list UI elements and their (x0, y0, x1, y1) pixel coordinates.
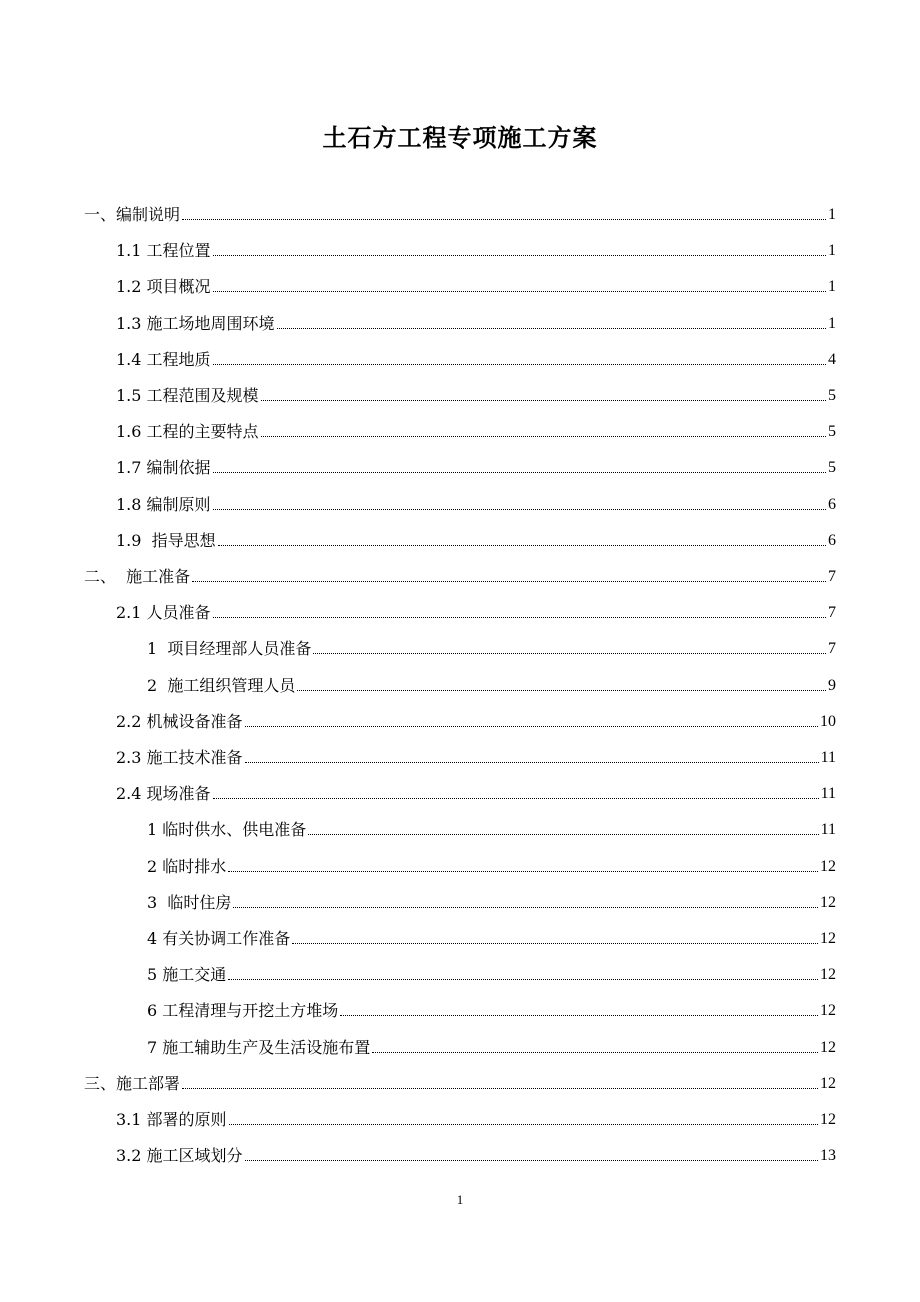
toc-entry-line (116, 385, 836, 407)
toc-leader-dots (213, 798, 819, 799)
toc-leader-dots (213, 364, 826, 365)
toc-entry-page-number: 10 (820, 712, 836, 730)
toc-entry-line (147, 675, 836, 697)
toc-leader-dots (228, 979, 818, 980)
toc-entry-label: 5 施工交通 (147, 965, 227, 985)
toc-leader-dots (261, 400, 826, 401)
toc-entry-page-number: 1 (828, 278, 836, 296)
toc-leader-dots (277, 328, 826, 329)
toc-entry[interactable] (0, 196, 920, 232)
toc-entry[interactable] (0, 848, 920, 884)
toc-entry[interactable] (0, 558, 920, 594)
toc-entry-line (147, 1037, 836, 1059)
toc-entry-page-number: 1 (828, 242, 836, 260)
toc-entry-label: 一、编制说明 (84, 205, 181, 224)
toc-entry-label: 1.4 工程地质 (116, 349, 211, 369)
toc-entry[interactable] (0, 305, 920, 341)
toc-leader-dots (213, 255, 826, 256)
toc-entry-line (116, 783, 836, 805)
toc-entry-label: 3.2 施工区域划分 (116, 1146, 243, 1166)
toc-leader-dots (313, 653, 826, 654)
toc-entry-line (116, 1145, 836, 1167)
toc-entry[interactable] (0, 630, 920, 666)
toc-leader-dots (245, 726, 818, 727)
toc-entry[interactable] (0, 1029, 920, 1065)
toc-entry-page-number: 12 (820, 893, 836, 911)
toc-leader-dots (233, 907, 818, 908)
toc-leader-dots (192, 581, 826, 582)
toc-entry-page-number: 12 (820, 1038, 836, 1056)
toc-entry-page-number: 11 (820, 749, 836, 766)
toc-entry-page-number: 12 (820, 1002, 836, 1020)
toc-leader-dots (245, 1160, 818, 1161)
toc-entry-label: 1.5 工程范围及规模 (116, 386, 259, 405)
document-title: 土石方工程专项施工方案 (322, 123, 598, 152)
toc-leader-dots (372, 1052, 818, 1053)
page-number: 1 (456, 1192, 464, 1207)
toc-entry-label: 1 临时供水、供电准备 (147, 820, 307, 840)
toc-leader-dots (292, 943, 818, 944)
toc-leader-dots (213, 291, 826, 292)
toc-entry-page-number: 6 (828, 531, 836, 549)
toc-entry-label: 2 施工组织管理人员 (147, 675, 296, 695)
toc-entry-page-number: 13 (820, 1147, 836, 1165)
toc-entry-line (116, 313, 836, 335)
toc-entry-label: 1.6 工程的主要特点 (116, 422, 259, 442)
toc-entry[interactable] (0, 341, 920, 377)
toc-entry[interactable] (0, 486, 920, 522)
toc-entry[interactable] (0, 1101, 920, 1137)
toc-entry[interactable] (0, 594, 920, 630)
toc-entry-label: 2.1 人员准备 (116, 603, 211, 623)
toc-leader-dots (340, 1015, 818, 1016)
toc-entry[interactable] (0, 956, 920, 992)
toc-entry[interactable] (0, 449, 920, 485)
toc-entry[interactable] (0, 775, 920, 811)
toc-entry-label: 1.9 指导思想 (116, 530, 216, 550)
toc-entry-label: 3.1 部署的原则 (116, 1110, 227, 1129)
toc-entry[interactable] (0, 1137, 920, 1173)
toc-leader-dots (245, 762, 819, 763)
toc-entry-line (147, 819, 836, 841)
toc-entry[interactable] (0, 413, 920, 449)
toc-entry-line (116, 602, 836, 624)
toc-entry-page-number: 12 (820, 1074, 836, 1092)
toc-entry[interactable] (0, 232, 920, 268)
toc-entry[interactable] (0, 739, 920, 775)
toc-entry-line (116, 747, 836, 769)
toc-entry-line (147, 928, 836, 950)
toc-entry-line (116, 530, 836, 552)
toc-entry-label: 1.2 项目概况 (116, 277, 211, 297)
toc-entry-page-number: 12 (820, 966, 836, 984)
toc-entry-label: 2.2 机械设备准备 (116, 711, 243, 731)
toc-entry-page-number: 1 (828, 206, 836, 223)
toc-leader-dots (213, 617, 826, 618)
toc-entry-label: 1.3 施工场地周围环境 (116, 313, 275, 333)
toc-entry-page-number: 1 (828, 314, 836, 332)
toc-entry-page-number: 4 (828, 350, 836, 368)
toc-entry[interactable] (0, 703, 920, 739)
toc-entry-page-number: 5 (828, 423, 836, 441)
toc-entry-label: 二、 施工准备 (84, 567, 191, 586)
toc-entry-line (147, 892, 836, 914)
toc-leader-dots (229, 1124, 818, 1125)
toc-entry-line (116, 349, 836, 371)
toc-entry-page-number: 9 (828, 676, 836, 694)
toc-leader-dots (297, 690, 826, 691)
toc-entry[interactable] (0, 992, 920, 1028)
toc-entry-label: 1.8 编制原则 (116, 494, 211, 514)
toc-entry-label: 7 施工辅助生产及生活设施布置 (147, 1037, 371, 1057)
toc-entry[interactable] (0, 522, 920, 558)
toc-entry-label: 4 有关协调工作准备 (147, 929, 291, 948)
toc-entry-page-number: 7 (828, 604, 836, 622)
toc-leader-dots (308, 834, 818, 835)
toc-entry-line (116, 457, 836, 479)
toc-entry-line (116, 421, 836, 443)
toc-entry-label: 三、施工部署 (84, 1073, 181, 1093)
toc-entry-label: 6 工程清理与开挖土方堆场 (147, 1001, 339, 1021)
toc-leader-dots (182, 1088, 818, 1089)
toc-entry-page-number: 11 (820, 785, 836, 803)
toc-entry-page-number: 6 (828, 495, 836, 513)
toc-entry-line (116, 711, 836, 733)
toc-entry-line (116, 240, 836, 262)
toc-leader-dots (213, 509, 826, 510)
toc-entry[interactable] (0, 1065, 920, 1101)
toc-entry-page-number: 12 (820, 1111, 836, 1128)
toc-leader-dots (228, 871, 818, 872)
toc-entry-label: 2.4 现场准备 (116, 784, 211, 804)
toc-entry-label: 3 临时住房 (147, 892, 232, 912)
toc-entry-page-number: 12 (820, 930, 836, 947)
toc-entry[interactable] (0, 884, 920, 920)
toc-entry-label: 2.3 施工技术准备 (116, 748, 243, 767)
toc-entry-line (147, 856, 836, 878)
toc-entry[interactable] (0, 920, 920, 956)
toc-entry-line (84, 204, 836, 226)
toc-entry-line (116, 494, 836, 516)
toc-entry-page-number: 5 (828, 459, 836, 477)
toc-entry-line (116, 276, 836, 298)
toc-entry-label: 2 临时排水 (147, 856, 227, 876)
toc-entry-page-number: 5 (828, 387, 836, 404)
toc-entry[interactable] (0, 811, 920, 847)
toc-leader-dots (182, 219, 826, 220)
toc-entry-page-number: 7 (828, 640, 836, 658)
toc-entry-line (116, 1109, 836, 1131)
toc-entry-page-number: 7 (828, 568, 836, 585)
toc-entry-line (147, 1000, 836, 1022)
toc-entry-line (84, 1073, 836, 1095)
toc-entry-line (147, 638, 836, 660)
toc-entry-page-number: 11 (820, 821, 836, 839)
toc-entry-label: 1.1 工程位置 (116, 241, 211, 261)
toc-entry-label: 1.7 编制依据 (116, 458, 211, 478)
toc-entry[interactable] (0, 667, 920, 703)
toc-entry-line (84, 566, 836, 588)
toc-leader-dots (213, 472, 826, 473)
toc-leader-dots (261, 436, 826, 437)
toc-entry-label: 1 项目经理部人员准备 (147, 639, 312, 659)
toc-entry-page-number: 12 (820, 857, 836, 875)
toc-entry[interactable] (0, 268, 920, 304)
toc-entry-line (147, 964, 836, 986)
toc-leader-dots (218, 545, 826, 546)
toc-entry[interactable] (0, 377, 920, 413)
